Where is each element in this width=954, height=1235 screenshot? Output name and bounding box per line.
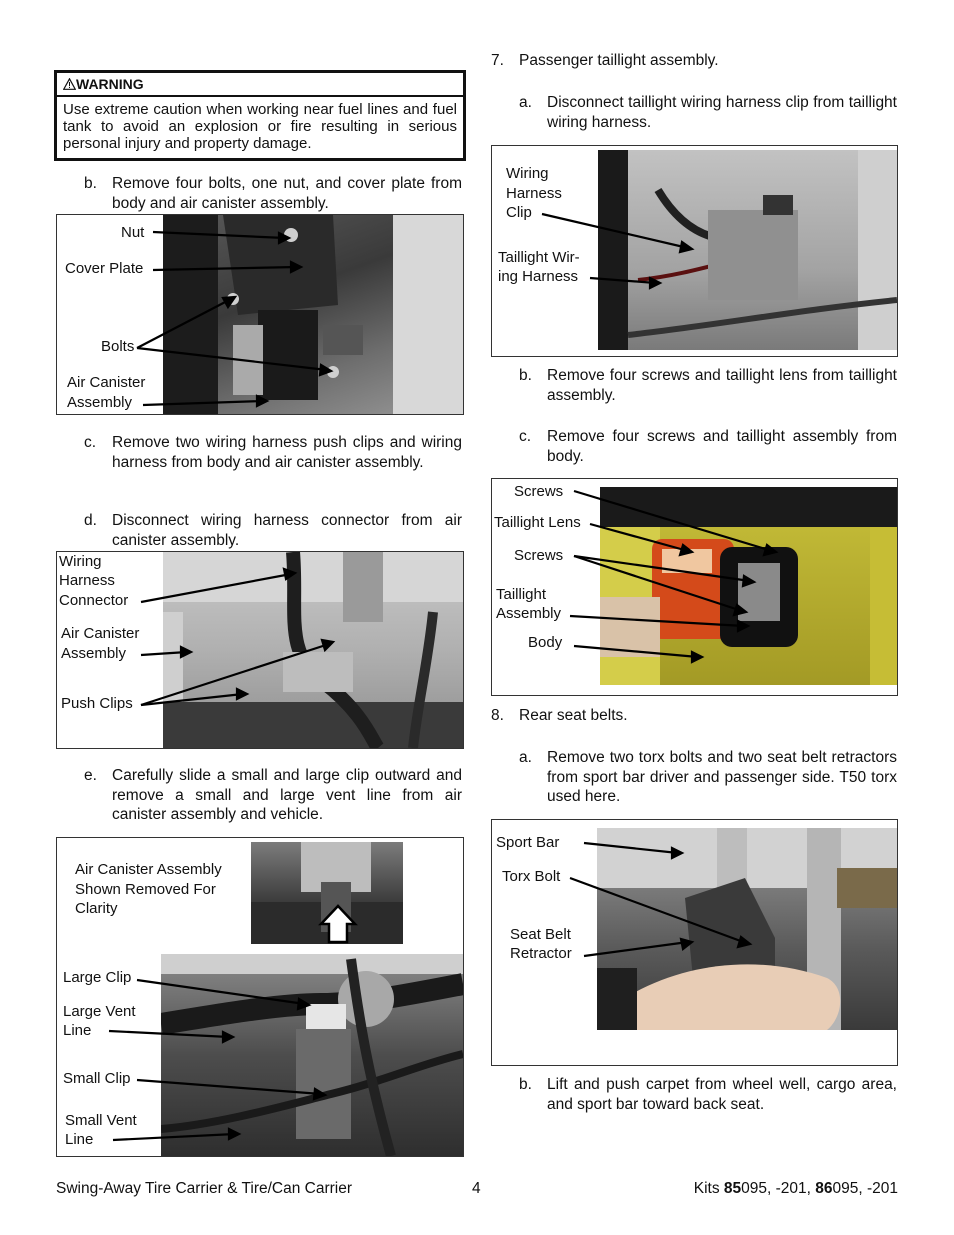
label-taillight-wiring-line1: Taillight Wir- bbox=[498, 249, 580, 266]
warning-header bbox=[57, 73, 463, 97]
label-screws-middle: Screws bbox=[514, 547, 564, 564]
figure-wiring-harness-connector bbox=[56, 551, 464, 749]
step-label: b. bbox=[84, 175, 97, 192]
label-assembly-line2: Assembly bbox=[496, 605, 562, 622]
label-small-vent-line2: Line bbox=[65, 1131, 94, 1148]
step-8b-lift-carpet bbox=[519, 1075, 897, 1114]
step-label: a. bbox=[519, 749, 532, 766]
label-bolts: Bolts bbox=[101, 338, 135, 355]
label-sport-bar: Sport Bar bbox=[496, 834, 560, 851]
step-label: c. bbox=[519, 428, 532, 445]
kits-prefix: Kits bbox=[693, 1180, 724, 1197]
step-text: Remove four screws and taillight lens from taillight assembly. bbox=[547, 367, 897, 404]
step-text: Rear seat belts. bbox=[519, 707, 628, 724]
figure2-callout-arrows bbox=[57, 552, 463, 748]
label-assembly-line2: Assembly bbox=[61, 645, 127, 662]
figure6-callout-arrows bbox=[492, 820, 897, 1065]
label-small-vent-line1: Small Vent bbox=[65, 1112, 137, 1129]
step-text: Remove two torx bolts and two seat belt retractors from sport bar driver and passenger side. T50 torx used here. bbox=[547, 749, 897, 805]
footer-title: Swing-Away Tire Carrier & Tire/Can Carrier bbox=[56, 1180, 353, 1197]
figure1-callout-arrows bbox=[57, 215, 463, 414]
step-label: a. bbox=[519, 94, 532, 111]
step-text: Remove four screws and taillight assembly from body. bbox=[547, 428, 897, 465]
step-text: Remove four bolts, one nut, and cover plate from body and air canister assembly. bbox=[112, 175, 462, 212]
label-harness-line2: Harness bbox=[506, 185, 562, 202]
figure3-callout-arrows bbox=[57, 838, 463, 1156]
label-air-canister-line1: Air Canister bbox=[61, 625, 140, 642]
label-removed-line2: Shown Removed For bbox=[75, 881, 216, 898]
step-text: Disconnect wiring harness connector from air canister assembly. bbox=[112, 512, 462, 549]
step-b-remove-bolts bbox=[84, 174, 462, 213]
footer-kits bbox=[694, 1180, 898, 1198]
label-large-clip: Large Clip bbox=[63, 969, 132, 986]
label-torx-bolt: Torx Bolt bbox=[502, 868, 561, 885]
step-7-passenger-taillight bbox=[491, 51, 899, 71]
label-removed-line1: Air Canister Assembly bbox=[75, 861, 222, 878]
label-nut: Nut bbox=[121, 224, 145, 241]
step-text: Passenger taillight assembly. bbox=[519, 52, 719, 69]
step-label: 8. bbox=[491, 707, 504, 724]
figure4-callout-arrows bbox=[492, 146, 897, 356]
footer-page-number: 4 bbox=[472, 1180, 481, 1197]
figure-vent-lines bbox=[56, 837, 464, 1157]
label-push-clips: Push Clips bbox=[61, 695, 133, 712]
warning-triangle-icon bbox=[63, 78, 76, 90]
label-taillight-line1: Taillight bbox=[496, 586, 547, 603]
label-screws-top: Screws bbox=[514, 483, 564, 500]
kit1-bold: 85 bbox=[723, 1180, 742, 1197]
label-harness-line2: Harness bbox=[59, 572, 115, 589]
warning-title: WARNING bbox=[76, 76, 144, 92]
label-cover-plate: Cover Plate bbox=[65, 260, 144, 277]
warning-text: Use extreme caution when working near fuel lines and fuel tank to avoid an explosion or fire resulting in serious personal injury and property damage. bbox=[63, 101, 457, 152]
label-retractor-line2: Retractor bbox=[510, 945, 572, 962]
step-8a-remove-torx-bolts bbox=[519, 748, 897, 807]
step-label: 7. bbox=[491, 52, 504, 69]
step-7b-remove-lens bbox=[519, 366, 897, 405]
label-clip-line3: Clip bbox=[506, 204, 532, 221]
label-taillight-wiring-line2: ing Harness bbox=[498, 268, 579, 285]
kit2-rest: 095, -201 bbox=[832, 1180, 898, 1197]
label-seat-belt-line1: Seat Belt bbox=[510, 926, 571, 943]
step-text: Disconnect taillight wiring harness clip from taillight wiring harness. bbox=[547, 94, 897, 131]
label-air-canister-line2: Assembly bbox=[67, 394, 133, 411]
label-connector-line3: Connector bbox=[59, 592, 129, 609]
label-large-vent-line2: Line bbox=[63, 1022, 92, 1039]
label-body: Body bbox=[528, 634, 563, 651]
step-8-rear-seat-belts bbox=[491, 706, 899, 726]
kit2-bold: 86 bbox=[815, 1180, 833, 1197]
step-7a-disconnect-clip bbox=[519, 93, 897, 132]
step-e-remove-vent-lines bbox=[84, 766, 462, 825]
step-d-disconnect-connector bbox=[84, 511, 462, 550]
step-7c-remove-taillight bbox=[519, 427, 897, 466]
label-large-vent-line1: Large Vent bbox=[63, 1003, 136, 1020]
step-label: c. bbox=[84, 434, 97, 451]
step-label: b. bbox=[519, 1076, 532, 1093]
step-text: Carefully slide a small and large clip outward and remove a small and large vent line from air canister assembly and vehicle. bbox=[112, 767, 462, 823]
label-wiring-line1: Wiring bbox=[59, 553, 102, 570]
step-text: Remove two wiring harness push clips and wiring harness from body and air canister assembly. bbox=[112, 434, 462, 471]
kit1-rest: 095, -201, bbox=[741, 1180, 816, 1197]
label-wiring-line1: Wiring bbox=[506, 165, 549, 182]
step-text: Lift and push carpet from wheel well, cargo area, and sport bar toward back seat. bbox=[547, 1076, 897, 1113]
step-label: e. bbox=[84, 767, 97, 784]
figure5-callout-arrows bbox=[492, 479, 897, 695]
label-removed-line3: Clarity bbox=[75, 900, 118, 917]
figure-taillight-wiring bbox=[491, 145, 898, 357]
step-label: b. bbox=[519, 367, 532, 384]
figure-seat-belt-retractor bbox=[491, 819, 898, 1066]
warning-box bbox=[54, 70, 466, 161]
label-taillight-lens: Taillight Lens bbox=[494, 514, 581, 531]
figure-cover-plate bbox=[56, 214, 464, 415]
label-small-clip: Small Clip bbox=[63, 1070, 131, 1087]
step-c-remove-push-clips bbox=[84, 433, 462, 472]
step-label: d. bbox=[84, 512, 97, 529]
figure-taillight-lens bbox=[491, 478, 898, 696]
label-air-canister-line1: Air Canister bbox=[67, 374, 146, 391]
